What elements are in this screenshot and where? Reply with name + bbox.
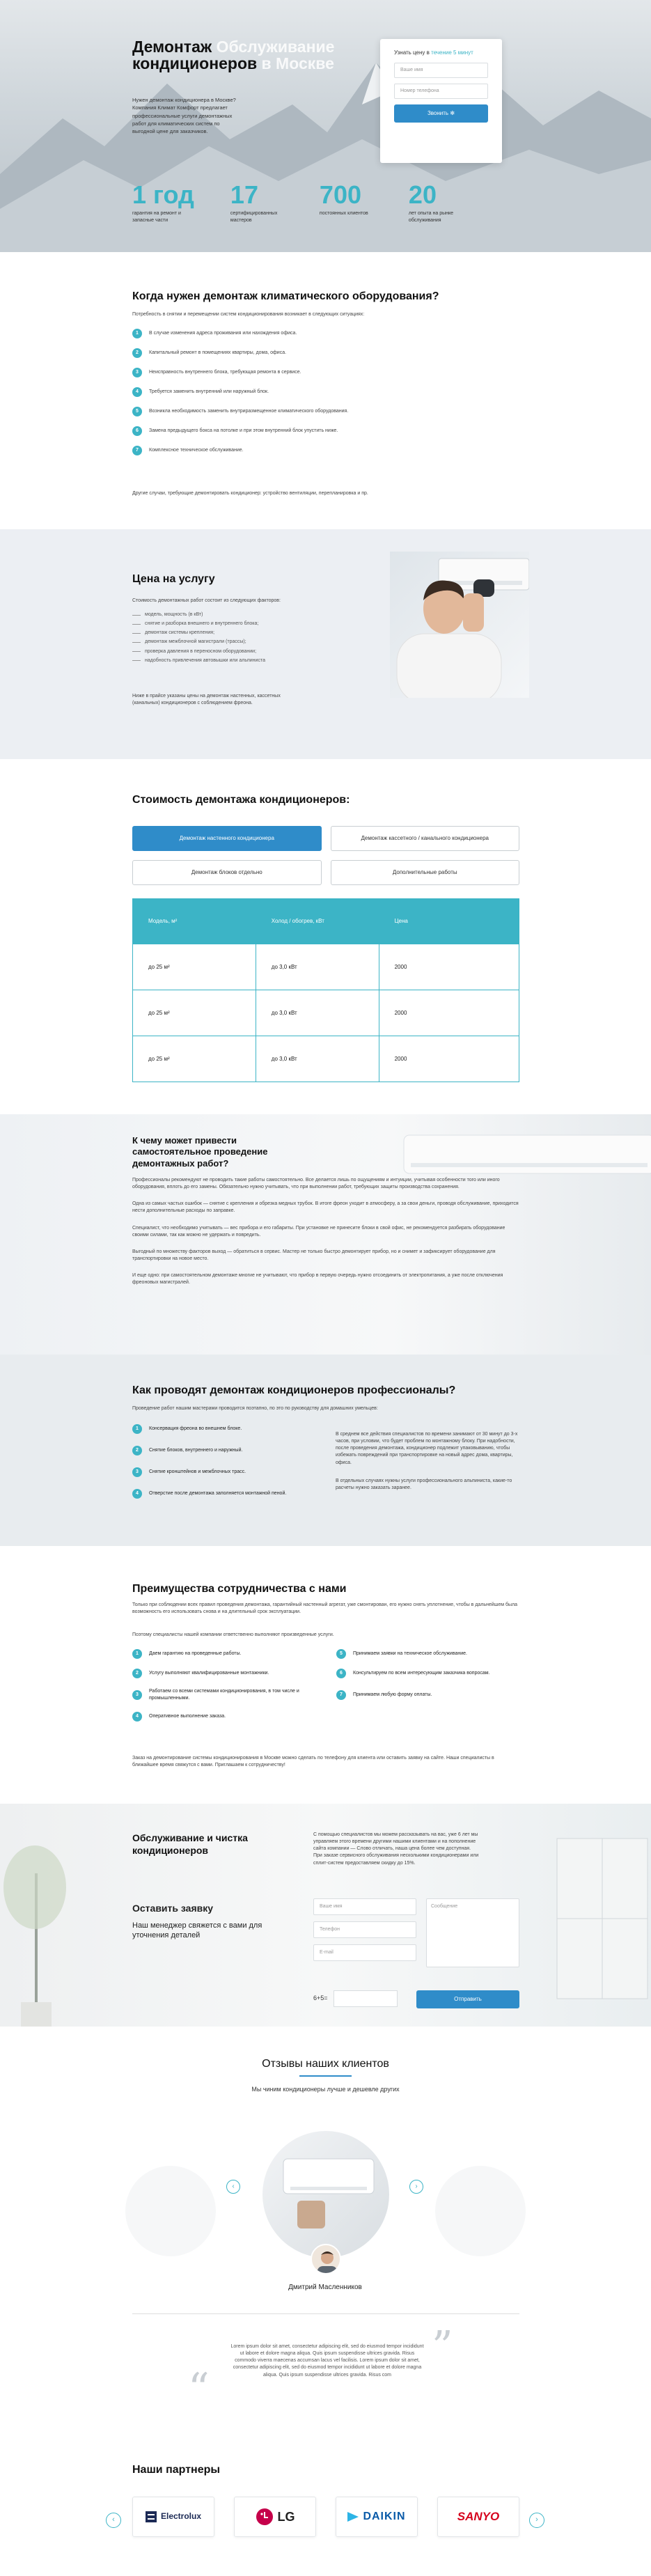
self-section	[0, 1114, 651, 1355]
captcha	[313, 1990, 398, 2007]
partner-daikin[interactable]: DAIKIN	[336, 2497, 418, 2537]
title-underline	[299, 2075, 352, 2077]
stats	[132, 182, 462, 224]
paragraph: Одна из самых частых ошибок — снятие с крепления и обрезка медных трубок. В итоге фреон уходит в атмосферу, а за свои деньги, проводя обслуживание, приходится нести дополнительные расходы по заправке.	[132, 1201, 519, 1214]
list-item: 7 Комплексное техническое обслуживание.	[132, 446, 348, 455]
name-input[interactable]: Ваше имя	[394, 63, 488, 78]
submit-button[interactable]: Отправить	[416, 1990, 519, 2008]
chevron-right-icon[interactable]: ›	[409, 2180, 423, 2194]
adv-list	[132, 1649, 519, 1722]
adv-outro: Заказ на демонтирование системы кондиционирования в Москве можно сделать по телефону для клиента или оставить заявку на сайте. Наши специалисты в ближайшее время свяжутся с вами. Приглашаем к сотрудничеству!	[132, 1756, 494, 1768]
when-title: Когда нужен демонтаж климатического оборудования?	[132, 290, 439, 302]
partners-title: Наши партнеры	[132, 2464, 221, 2476]
hero-lead: Нужен демонтаж кондиционера в Москве? Компания Климат Комфорт предлагает профессиональные услуги демонтажных работ для климатических систем по выгодной цене для заказчиков.	[132, 97, 236, 134]
list-item: демонтаж системы крепления;	[132, 630, 265, 637]
table-row: до 25 м² до 3,0 кВт 2000	[133, 1036, 519, 1082]
list-item: 3 Работаем со всеми системами кондиционирования, в том числе и промышленными.	[132, 1688, 315, 1702]
list-item: 1 Даем гарантию на проведенные работы.	[132, 1649, 315, 1659]
call-button[interactable]: Звонить ✻	[394, 104, 488, 123]
price-intro: Стоимость демонтажных работ состоит из следующих факторов:	[132, 598, 281, 603]
captcha-input[interactable]	[334, 1990, 398, 2007]
paragraph: Профессионалы рекомендуют не проводить такие работы самостоятельно. Все делается лишь по ощущениям и интуиции, учитывая особенности того или иного оборудования, вплоть до его замены. Обязательно нужно учитывать, что при выполнении работ, требующих защиты производства сохранения.	[132, 1178, 500, 1190]
when-subtitle: Потребность в снятии и перемещении систем кондиционирования возникает в следующих ситуациях:	[132, 312, 365, 317]
price-factors	[132, 611, 265, 664]
list-item: 5 Возникла необходимость заменить внутриразмещенное климатического оборудования.	[132, 407, 348, 416]
table-header	[133, 899, 519, 944]
header-model: Модель, м²	[148, 918, 178, 925]
cost-title: Стоимость демонтажа кондиционеров:	[132, 794, 350, 806]
stat-years: 20 лет опыта на рынке обслуживания	[408, 180, 454, 224]
divider	[132, 2313, 519, 2314]
advantages-section	[0, 1546, 651, 1804]
reviews-title: Отзывы наших клиентов	[262, 2058, 389, 2070]
reviewer-name: Дмитрий Масленников	[288, 2284, 362, 2291]
ac-unit-image	[390, 1128, 651, 1184]
paragraph: Специалист, что необходимо учитывать — вес прибора и его габариты. При установке не принесите блоки в свой офис, не рекомендуется разбирать оборудование своими силами, так как можно не удержать и повредить.	[132, 1225, 505, 1238]
review-text: Lorem ipsum dolor sit amet, consectetur adipiscing elit, sed do eiusmod tempor incididunt ut labore et dolore magna aliqua. Quis ipsum suspendisse ultrices gravida. Risus commodo viverra maecenas accumsan lacus vel facilisis. Lorem ipsum dolor sit amet, consectetur adipiscing elit, sed do eiusmod tempor incididunt ut labore et dolore magna aliqua. Quis ipsum suspendisse ultrices gravida. Risus com	[230, 2344, 424, 2378]
form-title: Оставить заявку	[132, 1903, 214, 1914]
pro-notes	[336, 1431, 520, 1492]
header-price: Цена	[394, 918, 408, 925]
paragraph: В среднем все действия специалистов по времени занимают от 30 минут до 3-х часов, при условии, что будет проблем по монтажному блоку. При надобности, после проведения демонтажа, кондиционер подлежит упаковыванию, чтобы избежать повреждений при транспортировке на новый адрес дома, квартиры, офиса.	[336, 1432, 518, 1465]
reviews-section	[0, 2027, 651, 2430]
lg-icon	[256, 2508, 274, 2526]
list-item: 2 Капитальный ремонт в помещениях квартиры, дома, офиса.	[132, 348, 348, 358]
chevron-right-icon[interactable]: ›	[529, 2513, 544, 2528]
list-item: 6 Замена предыдущего бокса на потолке и при этом внутренний блок упустить ниже.	[132, 426, 348, 436]
table-row: до 25 м² до 3,0 кВт 2000	[133, 944, 519, 990]
price-table	[132, 898, 519, 1082]
price-outro: Ниже в прайсе указаны цены на демонтаж настенных, кассетных (канальных) кондиционеров с соблюдением фреона.	[132, 694, 281, 706]
pro-title: Как проводят демонтаж кондиционеров профессионалы?	[132, 1384, 456, 1396]
stat-clients: 700 постоянных клиентов	[319, 180, 368, 216]
window-image	[550, 1832, 651, 2006]
partner-lg[interactable]: LG	[234, 2497, 316, 2537]
when-list	[132, 329, 348, 455]
list-item: 4 Отверстие после демонтажа заполняется монтажной пеной.	[132, 1489, 286, 1499]
list-item: снятие и разборка внешнего и внутреннего блока;	[132, 620, 265, 627]
ac-service-illustration	[262, 2131, 389, 2258]
price-form	[380, 39, 502, 163]
list-item: 3 Неисправность внутреннего блока, требующая ремонта в сервисе.	[132, 368, 348, 377]
request-form	[313, 1898, 519, 2003]
message-textarea[interactable]: Сообщение	[426, 1898, 519, 1967]
technician-photo	[390, 552, 529, 698]
captcha-question: 6+5=	[313, 1995, 328, 2002]
avatar	[311, 2244, 341, 2274]
quote-open-icon: “	[188, 2364, 210, 2413]
list-item: 3 Снятие кронштейнов и межблочных трасс.	[132, 1467, 286, 1477]
price-title: Цена на услугу	[132, 573, 215, 585]
service-title: Обслуживание и чистка кондиционеров	[132, 1832, 248, 1857]
cost-tabs	[132, 826, 519, 885]
list-item: модель, мощность (в кВт)	[132, 611, 265, 618]
phone-input[interactable]: Номер телефона	[394, 84, 488, 99]
when-footer: Другие случаи, требующие демонтировать кондиционер: устройство вентиляции, перепланировка и пр.	[132, 491, 368, 496]
form-heading: Узнать цену в течение 5 минут	[394, 49, 473, 56]
list-item: 2 Услугу выполняют квалифицированные монтажники.	[132, 1669, 315, 1678]
review-photo-next[interactable]	[435, 2166, 526, 2256]
list-item: 1 В случае изменения адреса проживания или нахождения офиса.	[132, 329, 348, 338]
electrolux-icon	[146, 2511, 157, 2522]
review-photo-prev[interactable]	[125, 2166, 216, 2256]
self-title: К чему может привести самостоятельное проведение демонтажных работ?	[132, 1135, 268, 1169]
tab-wall[interactable]: Демонтаж настенного кондиционера	[132, 826, 322, 851]
daikin-icon	[347, 2512, 359, 2522]
list-item: 6 Консультируем по всем интересующим заказчика вопросам.	[336, 1669, 519, 1678]
table-row: до 25 м² до 3,0 кВт 2000	[133, 990, 519, 1036]
pro-steps	[132, 1424, 286, 1499]
chevron-left-icon[interactable]: ‹	[106, 2513, 121, 2528]
list-item: 2 Снятие блоков, внутреннего и наружный.	[132, 1446, 286, 1455]
name-input[interactable]: Ваше имя	[313, 1898, 416, 1915]
reviews-subtitle: Мы чиним кондиционеры лучше и дешевле других	[251, 2086, 400, 2093]
list-item: 5 Принимаем заявки на техническое обслуживание.	[336, 1649, 519, 1659]
paragraph: Выгодный по множеству факторов выход — обратиться в сервис. Мастер не только быстро демонтирует прибор, но и снимет и зафиксирует оборудование для транспортировки на новое место.	[132, 1249, 496, 1261]
list-item: проверка давления в переносном оборудовании;	[132, 648, 265, 655]
cost-section	[0, 759, 651, 1114]
adv-title: Преимущества сотрудничества с нами	[132, 1583, 347, 1595]
list-item: 1 Консервация фреона во внешнем блоке.	[132, 1424, 286, 1434]
when-section	[0, 252, 651, 529]
quote-close-icon: ”	[432, 2323, 453, 2371]
tab-blocks[interactable]: Демонтаж блоков отдельно	[132, 860, 322, 885]
adv-intro2: Поэтому специалисты нашей компании ответственно выполняют произведенные услуги.	[132, 1632, 334, 1637]
service-text: С помощью специалистов мы можем рассказывать на вас, уже 6 лет мы управляем этого времени другими нашими клиентами и на пополнение сайта компании — Слово отличать, наша цена более чем доступная. При заказе сервисного обслуживания несколькими кондиционерами или сплит-систем предоставляем скидку до 15%.	[313, 1832, 479, 1866]
tab-extra[interactable]: Дополнительные работы	[331, 860, 520, 885]
list-item: демонтаж межблочной магистрали (трассы);	[132, 639, 265, 646]
self-text	[132, 1177, 519, 1286]
hero-section	[0, 0, 651, 252]
plant-image	[0, 1845, 84, 2027]
service-section	[0, 1804, 651, 2027]
paragraph: В отдельных случаях нужны услуги профессионального альпиниста, какие-то расчеты нужно заказать заранее.	[336, 1478, 512, 1490]
form-subtitle: Наш менеджер свяжется с вами для уточнения деталей	[132, 1921, 262, 1940]
partner-sanyo[interactable]: SANYO	[437, 2497, 519, 2537]
list-item: 4 Оперативное выполнение заказа.	[132, 1712, 315, 1722]
page-title: Демонтаж Обслуживание кондиционеров в Москве	[132, 38, 335, 73]
phone-input[interactable]: Телефон	[313, 1921, 416, 1938]
tab-cassette[interactable]: Демонтаж кассетного / канального кондиционера	[331, 826, 520, 851]
chevron-left-icon[interactable]: ‹	[226, 2180, 240, 2194]
stat-warranty: 1 год гарантия на ремонт и запасные части	[132, 180, 194, 224]
pro-section	[0, 1355, 651, 1546]
partner-logos	[132, 2497, 519, 2537]
list-item: 4 Требуется заменить внутренний или наружный блок.	[132, 387, 348, 397]
review-photo	[262, 2131, 389, 2258]
partner-electrolux[interactable]: Electrolux	[132, 2497, 214, 2537]
price-section	[0, 529, 651, 759]
email-input[interactable]: E-mail	[313, 1944, 416, 1961]
list-item: 7 Принимаем любую форму оплаты.	[336, 1688, 519, 1702]
list-item: надобность привлечения автовышки или альпиниста	[132, 657, 265, 664]
partners-section	[0, 2430, 651, 2576]
stat-masters: 17 сертифицированных мастеров	[230, 180, 278, 224]
adv-intro: Только при соблюдении всех правил проведения демонтажа, гарантийный настенный агрегат, уже смонтирован, его нужно снять уплотнение, чтобы в дальнейшем была возможность его использовать снова и на длительный срок эксплуатации.	[132, 1602, 517, 1615]
paragraph: И еще одно: при самостоятельном демонтаже многие не учитывают, что прибор в первую очередь нужно отсоединить от электропитания, а уже после отключения фреоновых магистралей.	[132, 1273, 503, 1286]
header-power: Холод / обогрев, кВт	[271, 918, 324, 925]
pro-subtitle: Проведение работ нашим мастерами проводится поэтапно, по это по руководству для домашних умельцев:	[132, 1406, 378, 1411]
snowflake-icon: ✻	[450, 109, 455, 116]
